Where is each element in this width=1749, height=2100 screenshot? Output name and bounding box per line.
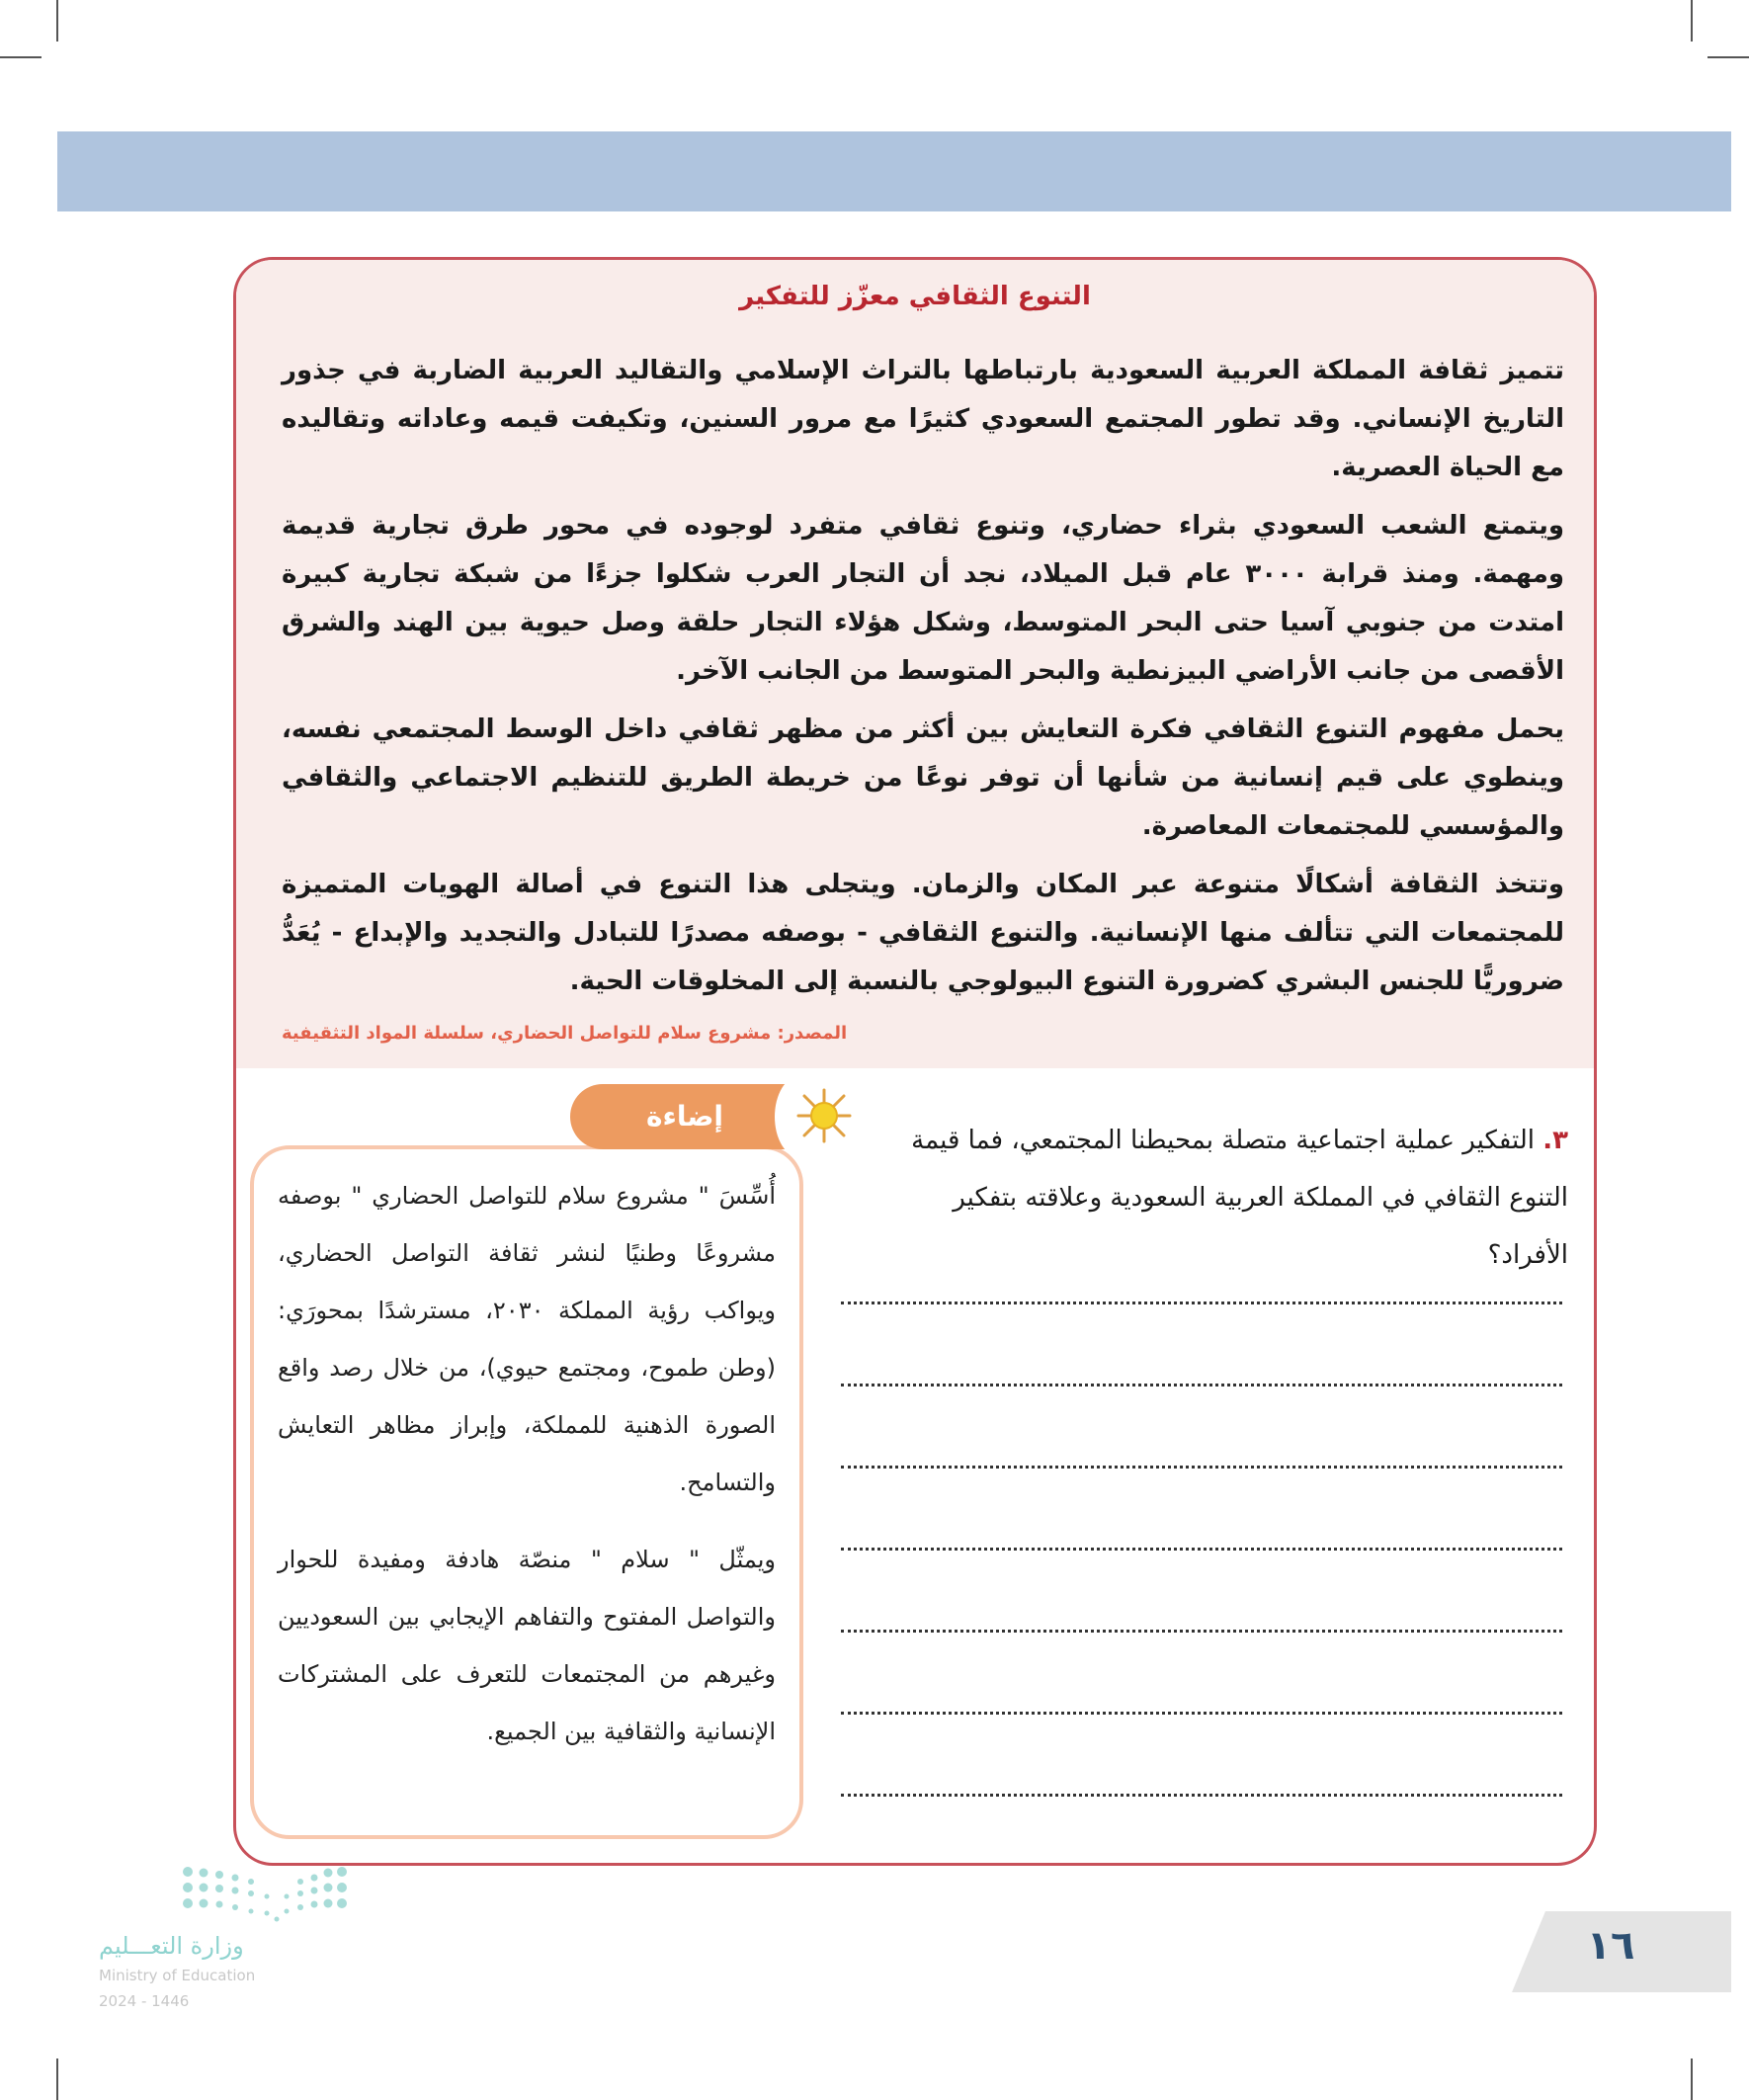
answer-line[interactable] (841, 1300, 1562, 1304)
article-title: التنوع الثقافي معزّز للتفكير (739, 282, 1091, 311)
idaa-paragraph: أُسِّسَ " مشروع سلام للتواصل الحضاري " بوصفه مشروعًا وطنيًا لنشر ثقافة التواصل الحضاري، ويواكب رؤية المملكة ٢٠٣٠، مسترشدًا بمحورَي: (وطن طموح، ومجتمع حيوي)، من خلال رصد واقع الصورة الذهنية للمملكة، وإبراز مظاهر التعايش والتسامح. (278, 1182, 776, 1496)
crop-mark (56, 2058, 58, 2100)
answer-area[interactable] (841, 1300, 1562, 1866)
crop-mark (1691, 0, 1693, 42)
ministry-name-ar: وزارة التعـــليم (99, 1932, 244, 1960)
article-paragraph: تتميز ثقافة المملكة العربية السعودية بارتباطها بالتراث الإسلامي والتقاليد العربية الضاربة في جذور التاريخ الإنساني. وقد تطور المجتمع السعودي كثيرًا مع مرور السنين، وتكيفت قيمه وعاداته وتقاليده مع الحياة العصرية. (282, 356, 1564, 482)
edition-year: 2024 - 1446 (99, 1992, 190, 2010)
answer-line[interactable] (841, 1628, 1562, 1633)
idaa-box (250, 1145, 803, 1839)
article-body (282, 347, 1564, 1016)
ministry-logo-icon (180, 1864, 348, 1923)
crop-mark (1707, 56, 1749, 58)
idaa-label: إضاءة (570, 1084, 799, 1149)
article-paragraph: ويتمتع الشعب السعودي بثراء حضاري، وتنوع ثقافي متفرد لوجوده في محور طرق تجارية قديمة ومهمة. ومنذ قرابة ٣٠٠٠ عام قبل الميلاد، نجد أن التجار العرب شكلوا جزءًا من شبكة تجارية كبيرة امتدت من جنوبي آسيا حتى البحر المتوسط، وشكل هؤلاء التجار حلقة وصل حيوية بين الهند والشرق الأقصى من جانب الأراضي البيزنطية والبحر المتوسط من الجانب الآخر. (282, 511, 1565, 686)
crop-mark (56, 0, 58, 42)
page-number: ١٦ (1586, 1923, 1635, 1969)
article-paragraph: يحمل مفهوم التنوع الثقافي فكرة التعايش بين أكثر من مظهر ثقافي داخل الوسط المجتمعي نفسه، وينطوي على قيم إنسانية من شأنها أن توفر نوعًا من خريطة الطريق للتنظيم الاجتماعي والثقافي والمؤسسي للمجتمعات المعاصرة. (282, 714, 1564, 841)
answer-line[interactable] (841, 1464, 1562, 1469)
content-box (233, 257, 1597, 1866)
article-paragraph: وتتخذ الثقافة أشكالًا متنوعة عبر المكان والزمان. ويتجلى هذا التنوع في أصالة الهويات المتميزة للمجتمعات التي تتألف منها الإنسانية. والتنوع الثقافي - بوصفه مصدرًا للتبادل والتجديد والإبداع - يُعَدُّ ضروريًّا للجنس البشري كضرورة التنوع البيولوجي بالنسبة إلى المخلوقات الحية. (282, 870, 1564, 996)
question-3 (869, 1112, 1568, 1284)
article-panel (236, 260, 1594, 1068)
idaa-text (278, 1167, 776, 1780)
crop-mark (1691, 2058, 1693, 2100)
sun-icon (796, 1088, 852, 1143)
question-number: ٣. (1542, 1126, 1568, 1155)
answer-line[interactable] (841, 1382, 1562, 1386)
idaa-paragraph: ويمثّل " سلام " منصّة هادفة ومفيدة للحوار والتواصل المفتوح والتفاهم الإيجابي بين السعوديين وغيرهم من المجتمعات للتعرف على المشتركات الإنسانية والثقافية بين الجميع. (278, 1546, 776, 1745)
answer-line[interactable] (841, 1710, 1562, 1715)
answer-line[interactable] (841, 1792, 1562, 1797)
crop-mark (0, 56, 42, 58)
article-source: المصدر: مشروع سلام للتواصل الحضاري، سلسلة المواد التثقيفية (282, 1023, 848, 1044)
question-text: التفكير عملية اجتماعية متصلة بمحيطنا المجتمعي، فما قيمة التنوع الثقافي في المملكة العربية السعودية وعلاقته بتفكير الأفراد؟ (911, 1126, 1568, 1270)
header-band (57, 131, 1731, 211)
ministry-name-en: Ministry of Education (99, 1967, 256, 1984)
answer-line[interactable] (841, 1546, 1562, 1551)
